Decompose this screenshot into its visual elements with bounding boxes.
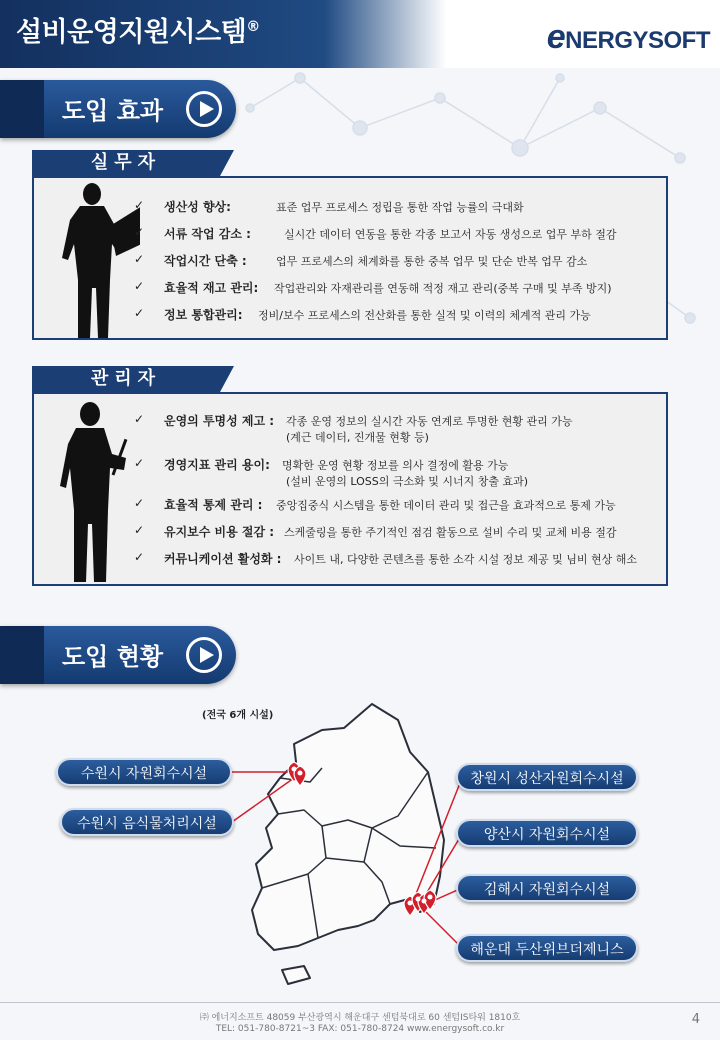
site-label-yangsan: 양산시 자원회수시설 [456,819,638,847]
play-icon [186,637,222,673]
section-tab-adoption-effect [0,80,236,138]
manager-panel: ✓ 운영의 투명성 제고 : 각종 운영 정보의 실시간 자동 연계로 투명한 현황 관리 가능 (계근 데이터, 진개물 현황 등) ✓ 경영지표 관리 용이: 명확한 운영 현황 정보를 의사 결정에 활용 가능 (설비 운영의 LOSS의 극소화 및 시너지 창출 효과) ✓ 효율적 통제 관리 : 중앙집중식 시스템을 통한 데이터 관리 및 접근을 효과적으로 통제 가능 ✓ 유지보수 비용 절감 : 스케줄링을 통한 주기적인 점검 활동으로 설비 수리 및 교체 비용 절감 ✓ 커뮤니케이션 활성화 : 사이트 내, 다양한 콘텐츠를 통한 소각 시설 정보 제공 및 님비 현상 해소 [32,392,668,586]
site-label-haeundae: 해운대 두산위브더제니스 [456,934,638,962]
site-label-suwon-food: 수원시 음식물처리시설 [60,808,234,836]
korea-map [222,698,472,998]
checkmark-icon: ✓ [134,225,145,239]
site-label-changwon: 창원시 성산자원회수시설 [456,763,638,791]
section-label: 도입 효과 [62,97,164,125]
checkmark-icon: ✓ [134,412,145,426]
energysoft-logo: eNERGYSOFT [546,18,710,56]
role-tab-practitioner: 실무자 [32,150,220,176]
checkmark-icon: ✓ [134,523,145,537]
page-title: 설비운영지원시스템® [16,17,260,48]
checkmark-icon: ✓ [134,456,145,470]
site-label-suwon-resource: 수원시 자원회수시설 [56,758,232,786]
checkmark-icon: ✓ [134,198,145,212]
section-label: 도입 현황 [62,643,164,671]
checkmark-icon: ✓ [134,279,145,293]
play-icon [186,91,222,127]
section-tab-adoption-status [0,626,236,684]
footer-contact: TEL: 051-780-8721~3 FAX: 051-780-8724 www.energysoft.co.kr [215,1024,505,1034]
practitioner-panel: ✓ 생산성 향상: 표준 업무 프로세스 정립을 통한 작업 능률의 극대화 ✓ 서류 작업 감소 : 실시간 데이터 연동을 통한 각종 보고서 자동 생성으로 업무 부하 절감 ✓ 작업시간 단축 : 업무 프로세스의 체계화를 통한 중복 업무 및 단순 반복 업무 감소 ✓ 효율적 재고 관리: 작업관리와 자재관리를 연동해 적정 재고 관리(중복 구매 및 부족 방지) ✓ 정보 통합관리: 정비/보수 프로세스의 전산화를 통한 실적 및 이력의 체계적 관리 가능 [32,176,668,340]
header-banner [0,0,720,68]
site-label-gimhae: 김해시 자원회수시설 [456,874,638,902]
footer-divider [0,1002,720,1003]
person-presenting-icon [52,398,138,584]
checkmark-icon: ✓ [134,306,145,320]
person-reading-icon [50,180,140,340]
page-number: 4 [691,1012,700,1027]
facility-count-label: (전국 6개 시설) [202,710,274,721]
checkmark-icon: ✓ [134,550,145,564]
footer-address: ㈜ 에너지소프트 48059 부산광역시 해운대구 센텀북대로 60 센텀IS타워 1810호 [199,1013,521,1023]
checkmark-icon: ✓ [134,496,145,510]
role-tab-manager: 관리자 [32,366,220,392]
checkmark-icon: ✓ [134,252,145,266]
